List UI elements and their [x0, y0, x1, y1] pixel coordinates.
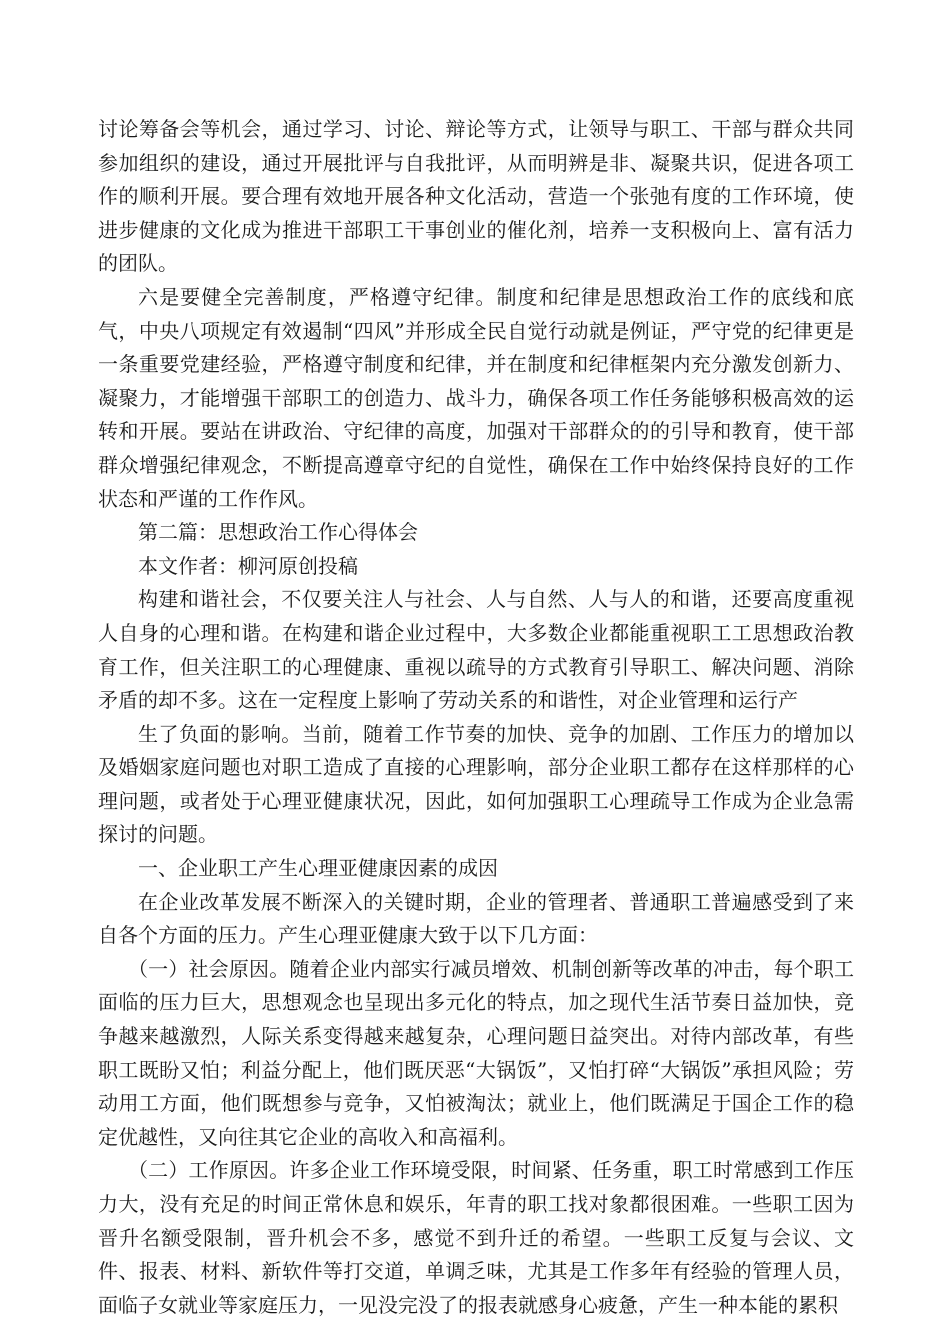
article-author: 本文作者：柳河原创投稿: [138, 553, 358, 578]
paragraph-5: 在企业改革发展不断深入的关键时期，企业的管理者、普通职工普遍感受到了来自各个方面的压力。产生心理亚健康大致于以下几方面：: [98, 889, 854, 948]
section-heading-1: 一、企业职工产生心理亚健康因素的成因: [138, 856, 498, 881]
paragraph-6: （一）社会原因。随着企业内部实行减员增效、机制创新等改革的冲击，每个职工面临的压力巨大，思想观念也呈现出多元化的特点，加之现代生活节奏日益加快，竞争越来越激烈，人际关系变得越来越复杂，心理问题日益突出。对待内部改革，有些职工既盼又怕；利益分配上，他们既厌恶“大锅饭”，又怕打碎“大锅饭”承担风险；劳动用工方面，他们既想参与竞争，又怕被淘汰；就业上，他们既满足于国企工作的稳定优越性，又向往其它企业的高收入和高福利。: [98, 956, 854, 1149]
document-page: [98, 113, 854, 1322]
paragraph-7: （二）工作原因。许多企业工作环境受限，时间紧、任务重，职工时常感到工作压力大，没有充足的时间正常休息和娱乐，年青的职工找对象都很困难。一些职工因为晋升名额受限制，晋升机会不多，感觉不到升迁的希望。一些职工反复与会议、文件、报表、材料、新软件等打交道，单调乏味，尤其是工作多年有经验的管理人员，面临子女就业等家庭压力，一见没完没了的报表就感身心疲惫，产生一种本能的累积: [98, 1158, 854, 1317]
paragraph-3: 构建和谐社会，不仅要关注人与社会、人与自然、人与人的和谐，还要高度重视人自身的心理和谐。在构建和谐企业过程中，大多数企业都能重视职工工思想政治教育工作，但关注职工的心理健康、重视以疏导的方式教育引导职工、解决问题、消除矛盾的却不多。这在一定程度上影响了劳动关系的和谐性，对企业管理和运行产: [98, 587, 854, 713]
article-heading: 第二篇：思想政治工作心得体会: [138, 520, 418, 545]
paragraph-4: 生了负面的影响。当前，随着工作节奏的加快、竞争的加剧、工作压力的增加以及婚姻家庭问题也对职工造成了直接的心理影响，部分企业职工都存在这样那样的心理问题，或者处于心理亚健康状况，因此，如何加强职工心理疏导工作成为企业急需探讨的问题。: [98, 721, 854, 847]
paragraph-2: 六是要健全完善制度，严格遵守纪律。制度和纪律是思想政治工作的底线和底气，中央八项规定有效遏制“四风”并形成全民自觉行动就是例证，严守党的纪律更是一条重要党建经验，严格遵守制度和纪律，并在制度和纪律框架内充分激发创新力、凝聚力，才能增强干部职工的创造力、战斗力，确保各项工作任务能够积极高效的运转和开展。要站在讲政治、守纪律的高度，加强对干部群众的的引导和教育，使干部群众增强纪律观念，不断提高遵章守纪的自觉性，确保在工作中始终保持良好的工作状态和严谨的工作作风。: [98, 284, 854, 511]
paragraph-1: 讨论筹备会等机会，通过学习、讨论、辩论等方式，让领导与职工、干部与群众共同参加组织的建设，通过开展批评与自我批评，从而明辨是非、凝聚共识，促进各项工作的顺利开展。要合理有效地开展各种文化活动，营造一个张弛有度的工作环境，使进步健康的文化成为推进干部职工干事创业的催化剂，培养一支积极向上、富有活力的团队。: [98, 117, 854, 276]
